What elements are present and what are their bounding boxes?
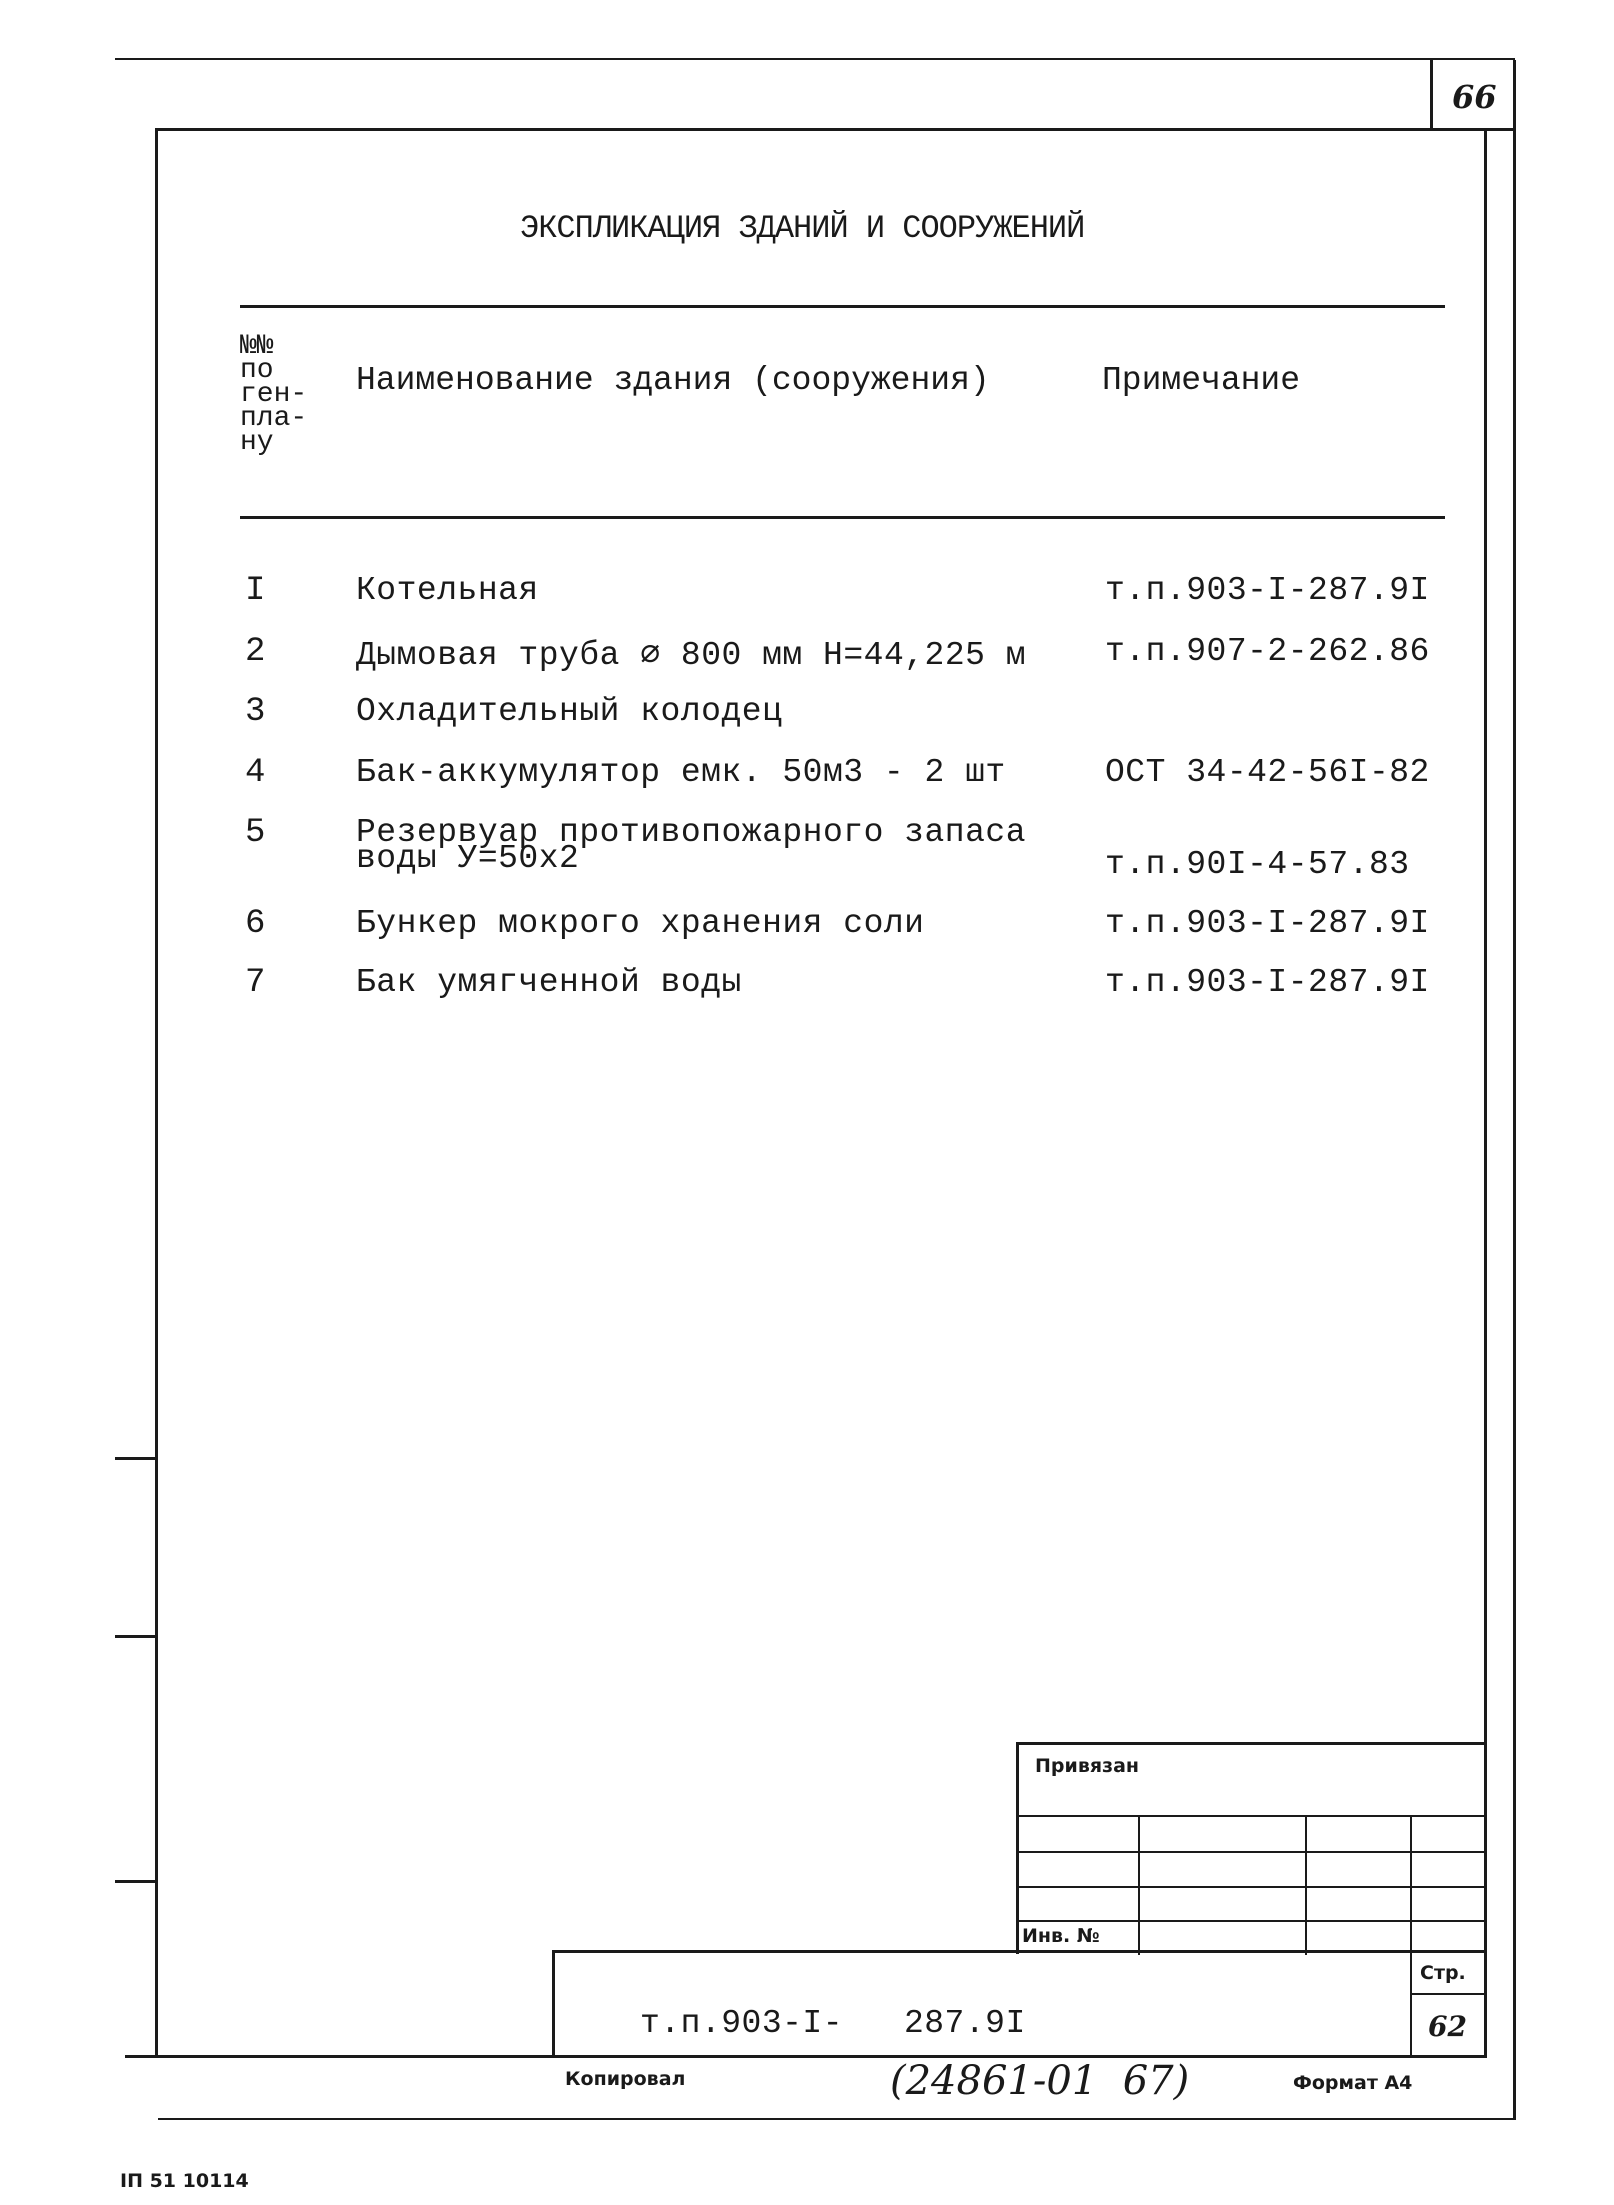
handwritten-code: (24861-01 67) <box>890 2058 1190 2104</box>
row-note: т.п.903-I-287.9I <box>1105 572 1430 609</box>
bottom-code: ІП 51 10114 <box>120 2170 249 2192</box>
format-label: Формат А4 <box>1293 2072 1413 2094</box>
inv-label: Инв. № <box>1022 1925 1100 1947</box>
table-top-rule <box>240 305 1445 308</box>
sheet-number: 66 <box>1452 78 1497 116</box>
row-number: 2 <box>245 633 266 671</box>
sheet-number-box-left <box>1430 60 1433 130</box>
row-name: Дымовая труба ∅ 800 мм Н=44,225 м <box>356 637 1027 674</box>
stamp-line <box>1016 1886 1486 1888</box>
header-number-line: пла- <box>240 403 308 434</box>
row-number: 3 <box>245 693 266 731</box>
row-number: I <box>245 572 266 610</box>
row-name: Котельная <box>356 572 539 609</box>
header-number-line: ген- <box>240 379 308 410</box>
page-value: 62 <box>1428 2010 1467 2043</box>
header-number-line: ну <box>240 427 274 458</box>
page-title: ЭКСПЛИКАЦИЯ ЗДАНИЙ И СООРУЖЕНИЙ <box>520 210 1085 247</box>
outer-bottom-border <box>158 2118 1516 2120</box>
row-number: 6 <box>245 905 266 943</box>
stamp-line <box>1138 1815 1140 1955</box>
row-note: т.п.90I-4-57.83 <box>1105 846 1410 883</box>
row-name: Бак умягченной воды <box>356 964 742 1001</box>
copied-label: Копировал <box>565 2068 686 2090</box>
stamp-line <box>552 1950 1486 1953</box>
header-number-column <box>240 331 308 458</box>
row-name-line2: воды У=50х2 <box>356 840 580 877</box>
stamp-line <box>1016 1920 1486 1922</box>
stamp-line <box>552 1950 555 2057</box>
row-name: Охладительный колодец <box>356 693 783 730</box>
margin-tick-1 <box>115 1457 158 1460</box>
document-designation: т.п.903-I- 287.9I <box>640 2005 1026 2042</box>
row-note: т.п.903-I-287.9I <box>1105 905 1430 942</box>
page-label: Стр. <box>1420 1962 1466 1984</box>
stamp-line <box>1016 1815 1486 1817</box>
stamp-line <box>1410 1815 1412 2057</box>
frame-left-border <box>155 128 158 2058</box>
margin-tick-3 <box>115 1880 158 1883</box>
row-note: т.п.907-2-262.86 <box>1105 633 1430 670</box>
header-note: Примечание <box>1102 362 1301 399</box>
top-edge-line <box>115 58 1515 60</box>
outer-right-border <box>1513 60 1516 2120</box>
row-number: 7 <box>245 964 266 1002</box>
header-number-line: №№ <box>240 331 274 362</box>
frame-right-border <box>1484 128 1487 2058</box>
frame-top-border <box>155 128 1515 131</box>
header-number-line: по <box>240 355 274 386</box>
row-name: Бак-аккумулятор емк. 50м3 - 2 шт <box>356 754 1006 791</box>
row-name: Бункер мокрого хранения соли <box>356 905 925 942</box>
row-number: 4 <box>245 754 266 792</box>
stamp-line <box>1016 1851 1486 1853</box>
header-name: Наименование здания (сооружения) <box>356 362 990 399</box>
stamp-line <box>1410 1993 1486 1995</box>
row-number: 5 <box>245 814 266 852</box>
linked-label: Привязан <box>1035 1755 1140 1777</box>
row-note: ОСТ 34-42-56I-82 <box>1105 754 1430 791</box>
table-header-bottom-rule <box>240 516 1445 519</box>
margin-tick-2 <box>115 1635 158 1638</box>
frame-bottom-border <box>125 2055 1487 2058</box>
stamp-line <box>1016 1742 1019 1954</box>
stamp-line <box>1016 1742 1486 1745</box>
stamp-line <box>1305 1815 1307 1955</box>
row-note: т.п.903-I-287.9I <box>1105 964 1430 1001</box>
row-name-line1: Резервуар противопожарного запаса <box>356 814 1027 851</box>
